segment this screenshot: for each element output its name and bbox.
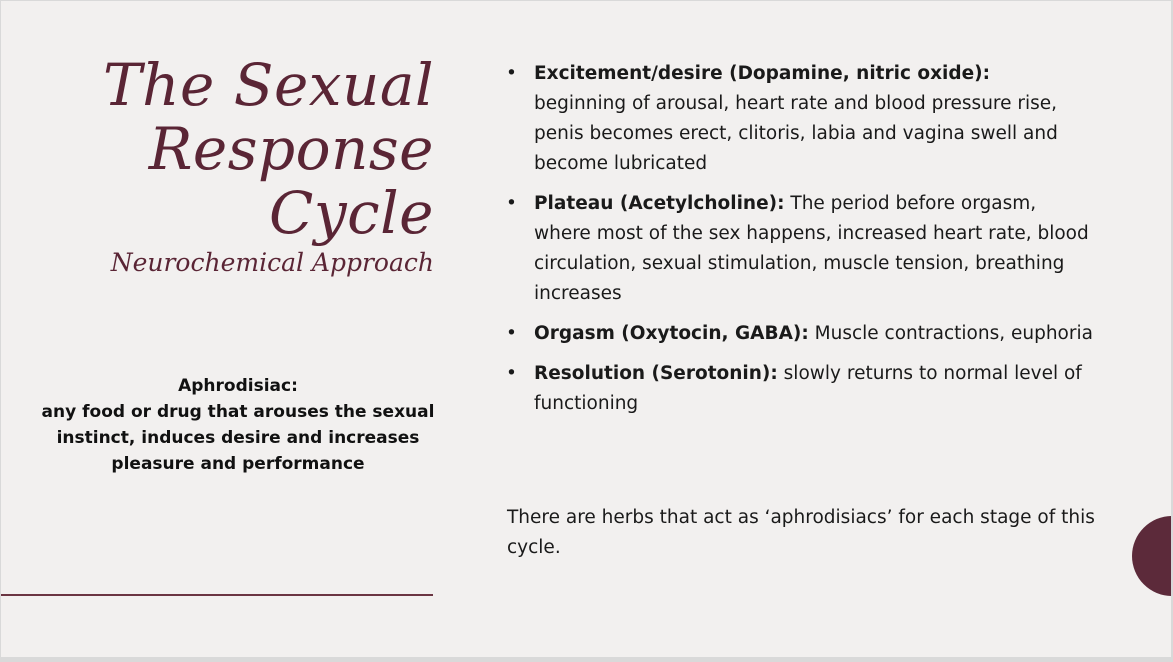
- stage-text: The period before orgasm, where most of the sex happens, increased heart rate, blood circulation, sexual stimulation, muscle tension, breathing increases: [534, 193, 1089, 304]
- stage-term: Excitement/desire (Dopamine, nitric oxide):: [534, 63, 991, 84]
- stage-text: slowly returns to normal level of functioning: [534, 363, 1082, 414]
- aphrodisiac-line-3: pleasure and performance: [111, 454, 365, 474]
- stage-item-orgasm: [506, 319, 1096, 349]
- stage-item-resolution: [506, 359, 1096, 419]
- stage-term: Orgasm (Oxytocin, GABA):: [534, 323, 809, 344]
- stage-text: beginning of arousal, heart rate and blood pressure rise, penis becomes erect, clitoris, labia and vagina swell and become lubricated: [534, 93, 1058, 174]
- stage-item-plateau: [506, 189, 1096, 309]
- divider-line: [1, 594, 433, 596]
- aphrodisiac-heading: Aphrodisiac:: [178, 376, 298, 396]
- aphrodisiac-line-1: any food or drug that arouses the sexual: [41, 402, 435, 422]
- stage-text: Muscle contractions, euphoria: [814, 323, 1093, 344]
- slide: [1, 1, 1171, 657]
- aphrodisiac-line-2: instinct, induces desire and increases: [56, 428, 420, 448]
- subtitle: Neurochemical Approach: [110, 248, 434, 277]
- herbs-note: There are herbs that act as ‘aphrodisiacs’ for each stage of this cycle.: [507, 507, 1095, 558]
- bullet-dot: •: [506, 63, 517, 84]
- title-block: [61, 53, 434, 279]
- bullet-dot: •: [506, 363, 517, 384]
- title-line-2: Response: [148, 115, 434, 183]
- bullet-dot: •: [506, 193, 517, 214]
- bullet-dot: •: [506, 323, 517, 344]
- stage-item-excitement: [506, 59, 1096, 179]
- title-line-1: The Sexual: [102, 51, 434, 119]
- stage-term: Resolution (Serotonin):: [534, 363, 778, 384]
- stage-term: Plateau (Acetylcholine):: [534, 193, 785, 214]
- title-line-3: Cycle: [268, 179, 434, 247]
- decorative-circle: [1132, 516, 1171, 596]
- aphrodisiac-definition: [39, 373, 437, 477]
- stage-list: [506, 59, 1096, 429]
